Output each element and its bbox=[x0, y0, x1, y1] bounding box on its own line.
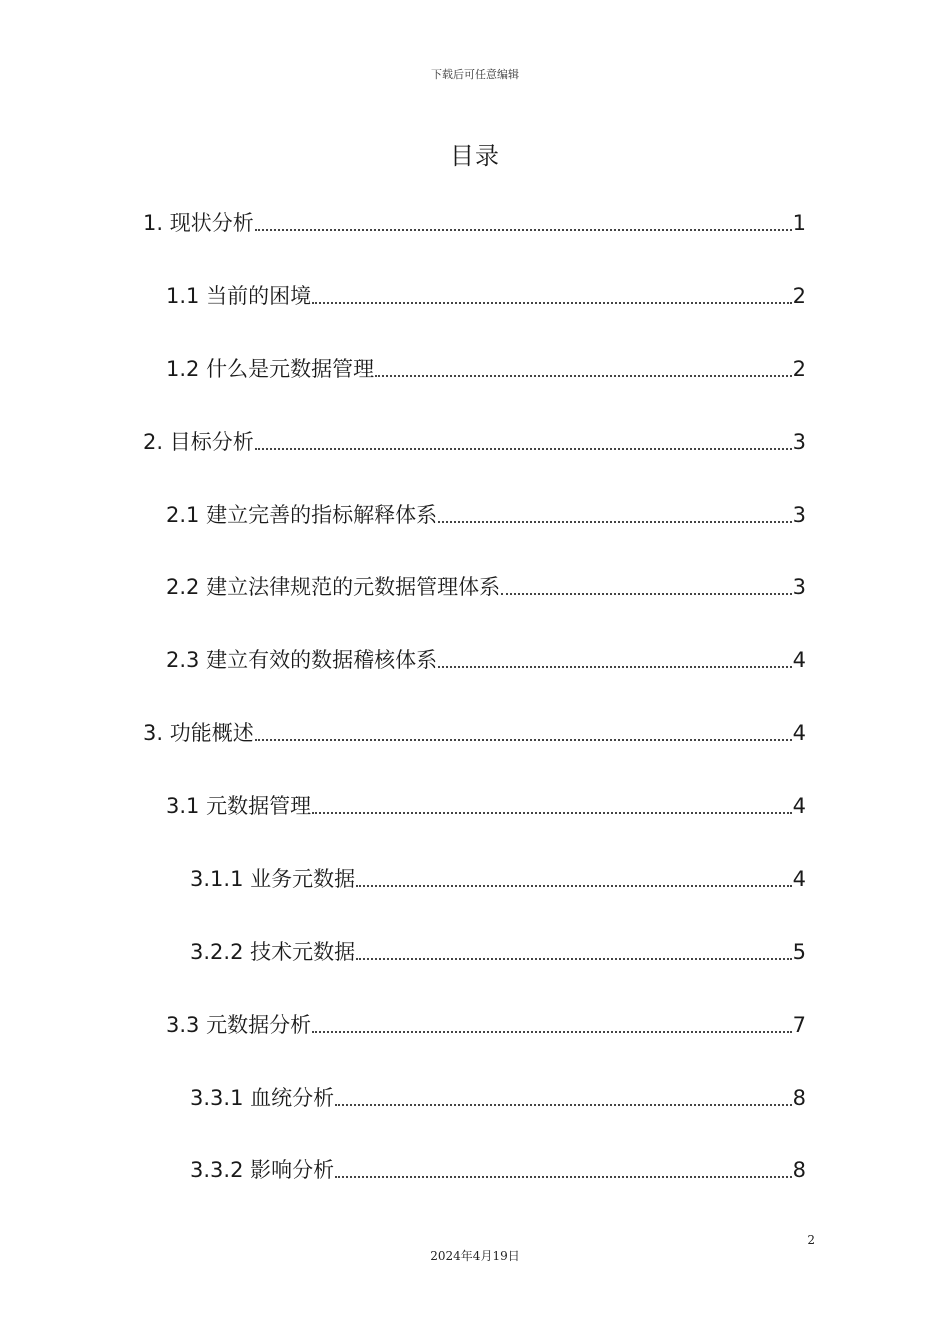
toc-entry-page: 2 bbox=[792, 284, 806, 308]
dot-leader bbox=[312, 1010, 792, 1040]
toc-entry-page: 2 bbox=[792, 357, 806, 381]
dot-leader bbox=[255, 208, 792, 238]
toc-entry-page: 3 bbox=[792, 503, 806, 527]
toc-entry-page: 7 bbox=[792, 1013, 806, 1037]
toc-entry-label: 3.3.1 血统分析 bbox=[190, 1086, 335, 1110]
toc-entry-3-3-1[interactable] bbox=[190, 1083, 806, 1113]
footer-date: 2024年4月19日 bbox=[430, 1249, 520, 1263]
toc-entry-2[interactable] bbox=[143, 427, 806, 457]
dot-leader bbox=[255, 427, 792, 457]
toc-entry-3[interactable] bbox=[143, 718, 806, 748]
toc-entry-1-2[interactable] bbox=[166, 354, 806, 384]
toc-entry-label: 1.1 当前的困境 bbox=[166, 284, 312, 308]
dot-leader bbox=[335, 1083, 792, 1113]
toc-entry-1[interactable] bbox=[143, 208, 806, 238]
toc-entry-label: 2.3 建立有效的数据稽核体系 bbox=[166, 648, 438, 672]
dot-leader bbox=[312, 281, 792, 311]
toc-entry-3-1-1[interactable] bbox=[190, 864, 806, 894]
dot-leader bbox=[312, 791, 792, 821]
toc-entry-label: 3.1.1 业务元数据 bbox=[190, 867, 356, 891]
dot-leader bbox=[356, 937, 792, 967]
toc-entry-label: 3. 功能概述 bbox=[143, 721, 254, 745]
toc-entry-3-1[interactable] bbox=[166, 791, 806, 821]
toc-entry-1-1[interactable] bbox=[166, 281, 806, 311]
dot-leader bbox=[375, 354, 792, 384]
toc-title: 目录 bbox=[450, 142, 500, 170]
toc-entry-page: 4 bbox=[792, 721, 806, 745]
toc-entry-label: 3.3 元数据分析 bbox=[166, 1013, 312, 1037]
toc-entry-label: 2.1 建立完善的指标解释体系 bbox=[166, 503, 438, 527]
toc-entry-label: 3.3.2 影响分析 bbox=[190, 1158, 335, 1182]
toc-entry-page: 8 bbox=[792, 1086, 806, 1110]
header-note: 下载后可任意编辑 bbox=[431, 68, 519, 81]
toc-entry-label: 2.2 建立法律规范的元数据管理体系 bbox=[166, 575, 501, 599]
toc-entry-label: 1. 现状分析 bbox=[143, 211, 254, 235]
dot-leader bbox=[356, 864, 792, 894]
dot-leader bbox=[255, 718, 792, 748]
toc-entry-label: 1.2 什么是元数据管理 bbox=[166, 357, 375, 381]
toc-entry-label: 3.1 元数据管理 bbox=[166, 794, 312, 818]
toc-entry-page: 1 bbox=[792, 211, 806, 235]
toc-entry-page: 4 bbox=[792, 867, 806, 891]
toc-entry-page: 3 bbox=[792, 430, 806, 454]
dot-leader bbox=[501, 572, 792, 602]
toc-entry-3-3[interactable] bbox=[166, 1010, 806, 1040]
dot-leader bbox=[438, 645, 792, 675]
dot-leader bbox=[335, 1155, 792, 1185]
toc-entry-2-1[interactable] bbox=[166, 500, 806, 530]
toc-entry-2-3[interactable] bbox=[166, 645, 806, 675]
toc-entry-page: 5 bbox=[792, 940, 806, 964]
toc-entry-page: 3 bbox=[792, 575, 806, 599]
dot-leader bbox=[438, 500, 792, 530]
toc-entry-label: 3.2.2 技术元数据 bbox=[190, 940, 356, 964]
page-number: 2 bbox=[807, 1233, 815, 1247]
toc-entry-page: 8 bbox=[792, 1158, 806, 1182]
toc-entry-3-2-2[interactable] bbox=[190, 937, 806, 967]
toc-entry-label: 2. 目标分析 bbox=[143, 430, 254, 454]
toc-entry-3-3-2[interactable] bbox=[190, 1155, 806, 1185]
toc-entry-page: 4 bbox=[792, 794, 806, 818]
toc-entry-2-2[interactable] bbox=[166, 572, 806, 602]
toc-entry-page: 4 bbox=[792, 648, 806, 672]
